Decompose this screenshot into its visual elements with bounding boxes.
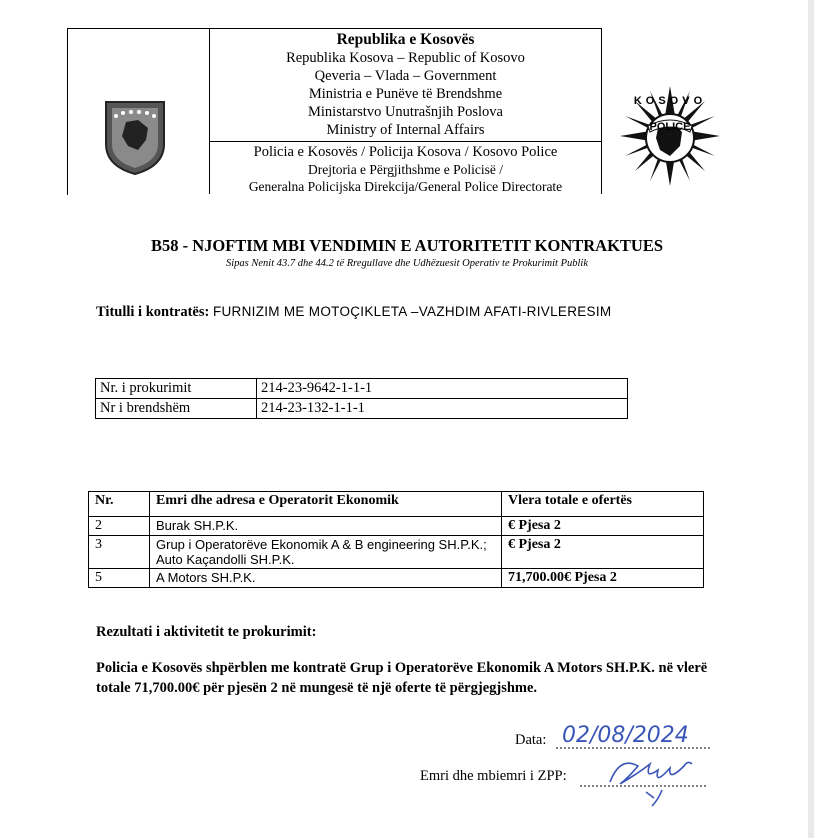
header-institution bbox=[210, 31, 601, 139]
table-row bbox=[89, 517, 704, 536]
header-police bbox=[210, 144, 601, 195]
table-header-row bbox=[89, 492, 704, 517]
document-title: B58 - NJOFTIM MBI VENDIMIN E AUTORITETIT KONTRAKTUES bbox=[150, 236, 664, 255]
police-logo-letters: KOSOVO bbox=[633, 95, 707, 107]
offer-nr: 3 bbox=[89, 536, 150, 569]
offer-nr: 5 bbox=[89, 569, 150, 588]
kosovo-emblem-icon bbox=[104, 100, 166, 176]
police-logo-text: POLICE bbox=[649, 121, 691, 133]
header-line: Generalna Policijska Direkcija/General Police Directorate bbox=[248, 179, 563, 194]
contract-title bbox=[96, 304, 611, 321]
id-value: 214-23-9642-1-1-1 bbox=[257, 379, 628, 399]
page-edge bbox=[808, 0, 814, 838]
procurement-id-table bbox=[95, 378, 628, 419]
kosovo-police-logo-icon bbox=[620, 86, 720, 186]
offer-name: Grup i Operatorëve Ekonomik A & B engineering SH.P.K.; Auto Kaçandolli SH.P.K. bbox=[150, 536, 502, 569]
contract-title-value: FURNIZIM ME MOTOÇIKLETA –VAZHDIM AFATI-RIVLERESIM bbox=[212, 304, 612, 319]
handwritten-date bbox=[556, 718, 716, 754]
offer-value: € Pjesa 2 bbox=[502, 517, 704, 536]
result-text: Policia e Kosovës shpërblen me kontratë Grup i Operatorëve Ekonomik A Motors SH.P.K. në vlerë totale 71,700.00€ për pjesën 2 në mungesë të një oferte të përgjegjshme. bbox=[96, 660, 708, 696]
offer-value: 71,700.00€ Pjesa 2 bbox=[502, 569, 704, 588]
column-header: Nr. bbox=[89, 492, 150, 517]
table-row bbox=[96, 379, 628, 399]
date-label: Data: bbox=[515, 732, 547, 748]
date-value: 02/08/2024 bbox=[562, 723, 689, 748]
offer-value: € Pjesa 2 bbox=[502, 536, 704, 569]
header-line: Policia e Kosovës / Policija Kosova / Kosovo Police bbox=[253, 144, 558, 160]
id-label: Nr i brendshëm bbox=[96, 399, 257, 419]
header-line: Ministria e Punëve të Brendshme bbox=[308, 86, 503, 102]
contract-title-label: Titulli i kontratës: bbox=[96, 304, 210, 320]
id-value: 214-23-132-1-1-1 bbox=[257, 399, 628, 419]
header-line: Drejtoria e Përgjithshme e Policisë / bbox=[307, 162, 504, 177]
table-row bbox=[96, 399, 628, 419]
document-subtitle: Sipas Nenit 43.7 dhe 44.2 të Rregullave dhe Udhëzuesit Operativ te Prokurimit Publik bbox=[226, 258, 588, 269]
offer-name: A Motors SH.P.K. bbox=[150, 569, 502, 588]
header-line: Ministry of Internal Affairs bbox=[326, 122, 485, 138]
column-header: Emri dhe adresa e Operatorit Ekonomik bbox=[150, 492, 502, 517]
header-line: Republika Kosova – Republic of Kosovo bbox=[286, 50, 525, 66]
offer-nr: 2 bbox=[89, 517, 150, 536]
header-line: Qeveria – Vlada – Government bbox=[314, 68, 497, 84]
column-header: Vlera totale e ofertës bbox=[502, 492, 704, 517]
result-heading: Rezultati i aktivitetit te prokurimit: bbox=[96, 624, 317, 640]
table-row bbox=[89, 536, 704, 569]
offer-name: Burak SH.P.K. bbox=[150, 517, 502, 536]
zpp-label: Emri dhe mbiemri i ZPP: bbox=[420, 768, 567, 784]
header-line: Ministarstvo Unutrašnjih Poslova bbox=[308, 104, 503, 120]
id-label: Nr. i prokurimit bbox=[96, 379, 257, 399]
header-line: Republika e Kosovës bbox=[336, 31, 475, 48]
offers-table bbox=[88, 491, 704, 588]
table-row bbox=[89, 569, 704, 588]
signature-scribble-icon bbox=[580, 752, 710, 810]
